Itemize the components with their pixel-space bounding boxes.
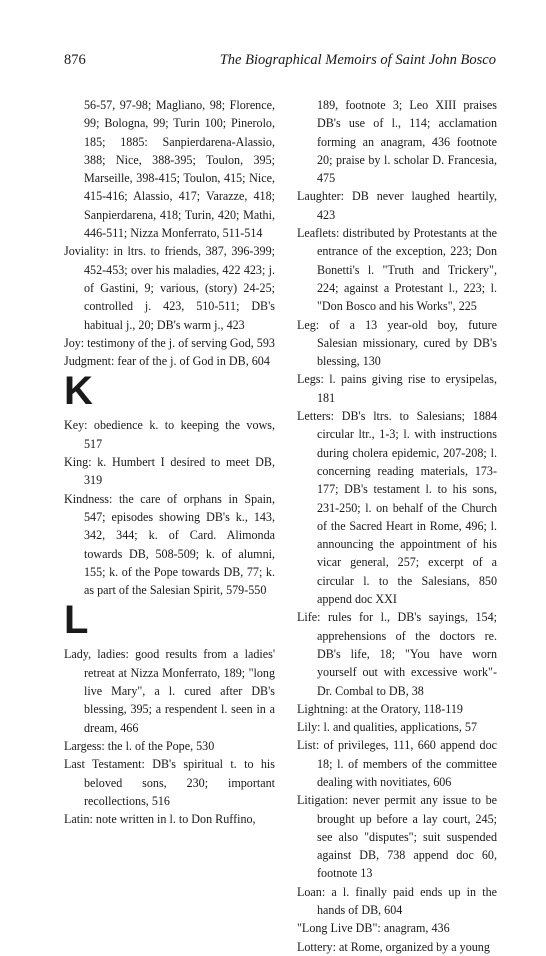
index-entry-joy: Joy: testimony of the j. of serving God, 593 — [64, 335, 275, 350]
index-column-right — [297, 96, 497, 956]
index-entry-litigation: Litigation: never permit any issue to be brought up before a lay court, 245; see also "disputes"; suit suspended against DB, 738 append doc 60, footnote 13 — [297, 793, 497, 881]
index-entry-loan: Loan: a l. finally paid ends up in the hands of DB, 604 — [297, 884, 497, 918]
index-entry-judgment: Judgment: fear of the j. of God in DB, 604 — [64, 354, 270, 369]
index-entry-king: King: k. Humbert I desired to meet DB, 319 — [64, 455, 275, 488]
index-entry-joviality: Joviality: in ltrs. to friends, 387, 396-399; 452-453; over his maladies, 422 423; j. of Gastini, 9; various, (story) 24-25; controlled j. 423, 510-511; DB's habitual j., 20; DB's warm j., 423 — [64, 244, 275, 332]
index-entry-legs: Legs: l. pains giving rise to erysipelas, 181 — [297, 372, 497, 405]
index-entry-key: Key: obedience k. to keeping the vows, 517 — [64, 418, 275, 451]
index-entry-leg: Leg: of a 13 year-old boy, future Salesian missionary, cured by DB's blessing, 130 — [297, 317, 497, 369]
index-entry-leaflets: Leaflets: distributed by Protestants at the entrance of the exception, 223; Don Bonetti's l. "Truth and Trickery", 224; against a Protestant l., 223; l. "Don Bosco and his Works", 225 — [297, 226, 497, 314]
index-entry-last-testament: Last Testament: DB's spiritual t. to his beloved sons, 230; important recollections, 516 — [64, 757, 275, 808]
index-entry-lightning: Lightning: at the Oratory, 118-119 — [297, 701, 463, 716]
index-column-left — [64, 96, 275, 828]
index-entry-kindness: Kindness: the care of orphans in Spain, 547; episodes showing DB's k., 143, 342, 344; k. of Card. Alimonda towards DB, 508-509; k. of alumni, 155; k. of the Pope towards DB, 77; k. as part of the Salesian Spirit, 579-550 — [64, 491, 275, 598]
page-number: 876 — [64, 52, 86, 68]
index-entry-lady: Lady, ladies: good results from a ladies' retreat at Nizza Monferrato, 189; "long live Mary", a l. cured after DB's blessing, 395; a respendent l. seen in a dream, 466 — [64, 647, 275, 735]
index-entry-latin: Latin: note written in l. to Don Ruffino, — [64, 812, 256, 827]
index-entry-letters: Letters: DB's ltrs. to Salesians; 1884 circular ltr., 1-3; l. with instructions during cholera epidemic, 207-208; l. concerning reading materials, 173-177; DB's testament l. to his sons, 231-250; l. on behalf of the Church of the Sacred Heart in Rome, 496; l. announcing the appointment of his vicar general, 257; excerpt of a circular l. to the Salesians, 850 append doc XXI — [297, 409, 497, 607]
index-entry-laughter: Laughter: DB never laughed heartily, 423 — [297, 189, 497, 222]
index-entry-continuation: 56-57, 97-98; Magliano, 98; Florence, 99; Bologna, 99; Turin 100; Pinerolo, 185; 1885: Sanpierdarena-Alassio, 388; Nice, 388-395; Toulon, 395; Marseille, 398-415; Toulon, 415; Nice, 415-416; Alassio, 417; Varazze, 418; Sanpierdarena, 418; Turin, 420; Mathi, 446-511; Nizza Monferrato, 511-514 — [84, 98, 275, 241]
index-entry-lottery: Lottery: at Rome, organized by a young — [297, 939, 490, 954]
section-letter-l: L — [64, 598, 89, 643]
page-header — [64, 52, 496, 72]
index-entry-lily: Lily: l. and qualities, applications, 57 — [297, 720, 478, 735]
index-entry-long-live-db: "Long Live DB": anagram, 436 — [297, 921, 450, 936]
index-entry-life: Life: rules for l., DB's sayings, 154; apprehensions of the doctors re. DB's life, 18; "You have worn yourself out with excessive work"-Dr. Combal to DB, 38 — [297, 610, 497, 698]
running-title: The Biographical Memoirs of Saint John Bosco — [219, 52, 496, 68]
index-entry-list: List: of privileges, 111, 660 append doc 18; l. of members of the committee dealing with novitiates, 606 — [297, 738, 497, 789]
section-letter-k: K — [64, 369, 93, 414]
index-entry-largess: Largess: the l. of the Pope, 530 — [64, 738, 215, 753]
index-entry-continuation: 189, footnote 3; Leo XIII praises DB's use of l., 114; acclamation forming an anagram, 436 footnote 20; praise by l. scholar D. Francesia, 475 — [317, 98, 497, 186]
